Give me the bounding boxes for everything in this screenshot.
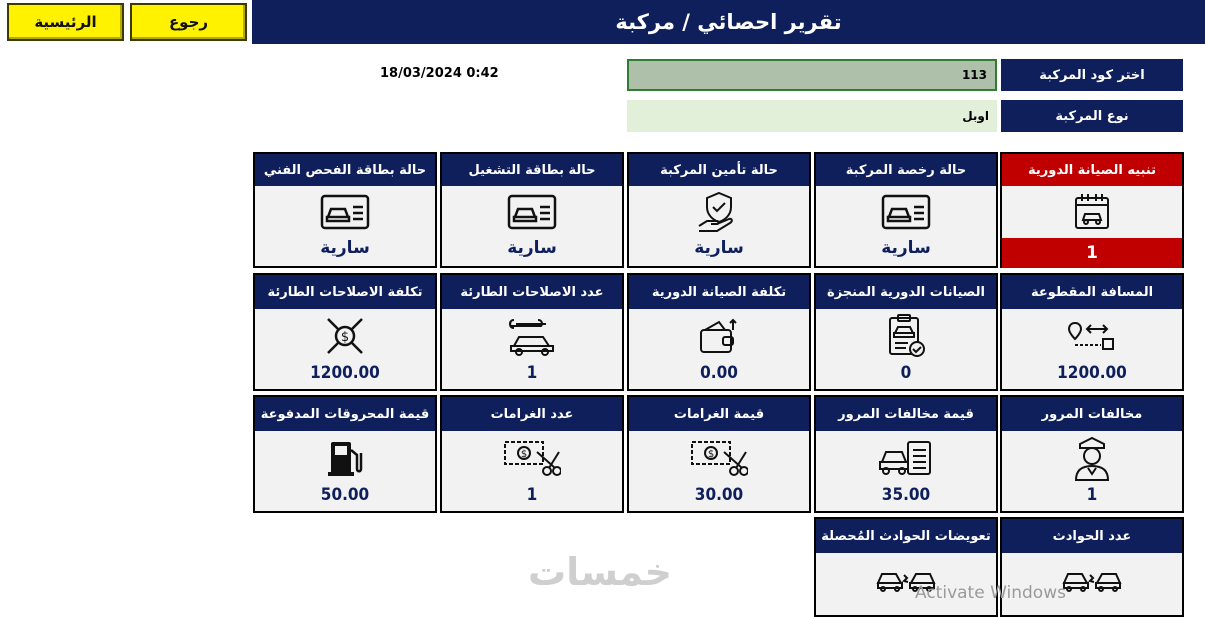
completed-maintenance-card bbox=[814, 273, 998, 391]
maintenance-alert-value: 1 bbox=[1002, 238, 1182, 268]
card-title: حالة بطاقة التشغيل bbox=[442, 154, 622, 186]
vehicle-insurance-status-card bbox=[627, 152, 811, 268]
inspection-card-status-value: سارية bbox=[320, 238, 370, 258]
insurance-hand-icon bbox=[629, 186, 809, 238]
fines-amount-card bbox=[627, 395, 811, 513]
tools-cost-icon bbox=[255, 309, 435, 363]
fuel-paid-value: 50.00 bbox=[320, 485, 370, 505]
vehicle-type-field: اوبل bbox=[627, 100, 997, 132]
operating-card-status-card bbox=[440, 152, 624, 268]
windows-activation-notice: Activate Windows bbox=[915, 583, 1066, 603]
card-title: تكلفة الصيانة الدورية bbox=[629, 275, 809, 309]
vehicle-code-label: اختر كود المركبة bbox=[1001, 59, 1183, 91]
card-title: تكلفة الاصلاحات الطارئة bbox=[255, 275, 435, 309]
home-button-label: الرئيسية bbox=[34, 13, 97, 31]
completed-maintenance-value: 0 bbox=[900, 363, 912, 383]
report-title-bar bbox=[252, 0, 1205, 44]
fines-count-card bbox=[440, 395, 624, 513]
route-distance-icon bbox=[1002, 309, 1182, 363]
inspection-card-status-card bbox=[253, 152, 437, 268]
calendar-car-icon bbox=[1002, 186, 1182, 238]
card-title: عدد الاصلاحات الطارئة bbox=[442, 275, 622, 309]
emergency-repairs-count-card bbox=[440, 273, 624, 391]
emergency-repairs-count-value: 1 bbox=[526, 363, 538, 383]
vehicle-insurance-status-value: سارية bbox=[694, 238, 744, 258]
maintenance-cost-value: 0.00 bbox=[700, 363, 738, 383]
fines-amount-value: 30.00 bbox=[694, 485, 744, 505]
page-title: تقرير احصائي / مركبة bbox=[615, 10, 842, 34]
back-button-label: رجوع bbox=[168, 13, 209, 31]
money-cut-icon bbox=[442, 431, 622, 485]
traffic-violations-value: 1 bbox=[1086, 485, 1098, 505]
card-title: قيمة المحروقات المدفوعة bbox=[255, 397, 435, 431]
svg-text:$: $ bbox=[520, 449, 528, 460]
maintenance-alert-card bbox=[1000, 152, 1184, 268]
svg-text:$: $ bbox=[707, 449, 715, 460]
operating-card-status-value: سارية bbox=[507, 238, 557, 258]
fines-count-value: 1 bbox=[526, 485, 538, 505]
card-title: عدد الحوادث bbox=[1002, 519, 1182, 553]
card-title: حالة بطاقة الفحص الفني bbox=[255, 154, 435, 186]
card-title: قيمة الغرامات bbox=[629, 397, 809, 431]
distance-traveled-card bbox=[1000, 273, 1184, 391]
traffic-violations-amount-card bbox=[814, 395, 998, 513]
card-title: عدد الغرامات bbox=[442, 397, 622, 431]
card-title: المسافة المقطوعة bbox=[1002, 275, 1182, 309]
watermark-logo: خمسات bbox=[528, 550, 672, 594]
card-title: الصيانات الدورية المنجزة bbox=[816, 275, 996, 309]
report-datetime: 18/03/2024 0:42 bbox=[380, 66, 499, 81]
emergency-repairs-cost-value: 1200.00 bbox=[310, 363, 380, 383]
home-button[interactable] bbox=[7, 3, 124, 41]
vehicle-license-status-value: سارية bbox=[881, 238, 931, 258]
fuel-pump-icon bbox=[255, 431, 435, 485]
wallet-icon bbox=[629, 309, 809, 363]
card-title: حالة تأمين المركبة bbox=[629, 154, 809, 186]
maintenance-cost-card bbox=[627, 273, 811, 391]
vehicle-card-icon bbox=[816, 186, 996, 238]
vehicle-license-status-card bbox=[814, 152, 998, 268]
card-title: تعويضات الحوادث المُحصلة bbox=[816, 519, 996, 553]
wrench-car-icon bbox=[442, 309, 622, 363]
vehicle-card-icon bbox=[255, 186, 435, 238]
card-title: قيمة مخالفات المرور bbox=[816, 397, 996, 431]
vehicle-type-label: نوع المركبة bbox=[1001, 100, 1183, 132]
traffic-violations-card bbox=[1000, 395, 1184, 513]
emergency-repairs-cost-card bbox=[253, 273, 437, 391]
card-title: تنبيه الصيانة الدورية bbox=[1002, 154, 1182, 186]
clipboard-car-icon bbox=[816, 309, 996, 363]
svg-text:$: $ bbox=[340, 330, 350, 345]
car-ticket-icon bbox=[816, 431, 996, 485]
card-title: مخالفات المرور bbox=[1002, 397, 1182, 431]
fuel-paid-card bbox=[253, 395, 437, 513]
vehicle-card-icon bbox=[442, 186, 622, 238]
money-cut-icon bbox=[629, 431, 809, 485]
vehicle-code-select[interactable]: 113 bbox=[627, 59, 997, 91]
traffic-violations-amount-value: 35.00 bbox=[881, 485, 931, 505]
distance-traveled-value: 1200.00 bbox=[1057, 363, 1127, 383]
back-button[interactable] bbox=[130, 3, 247, 41]
card-title: حالة رخصة المركبة bbox=[816, 154, 996, 186]
traffic-officer-icon bbox=[1002, 431, 1182, 485]
